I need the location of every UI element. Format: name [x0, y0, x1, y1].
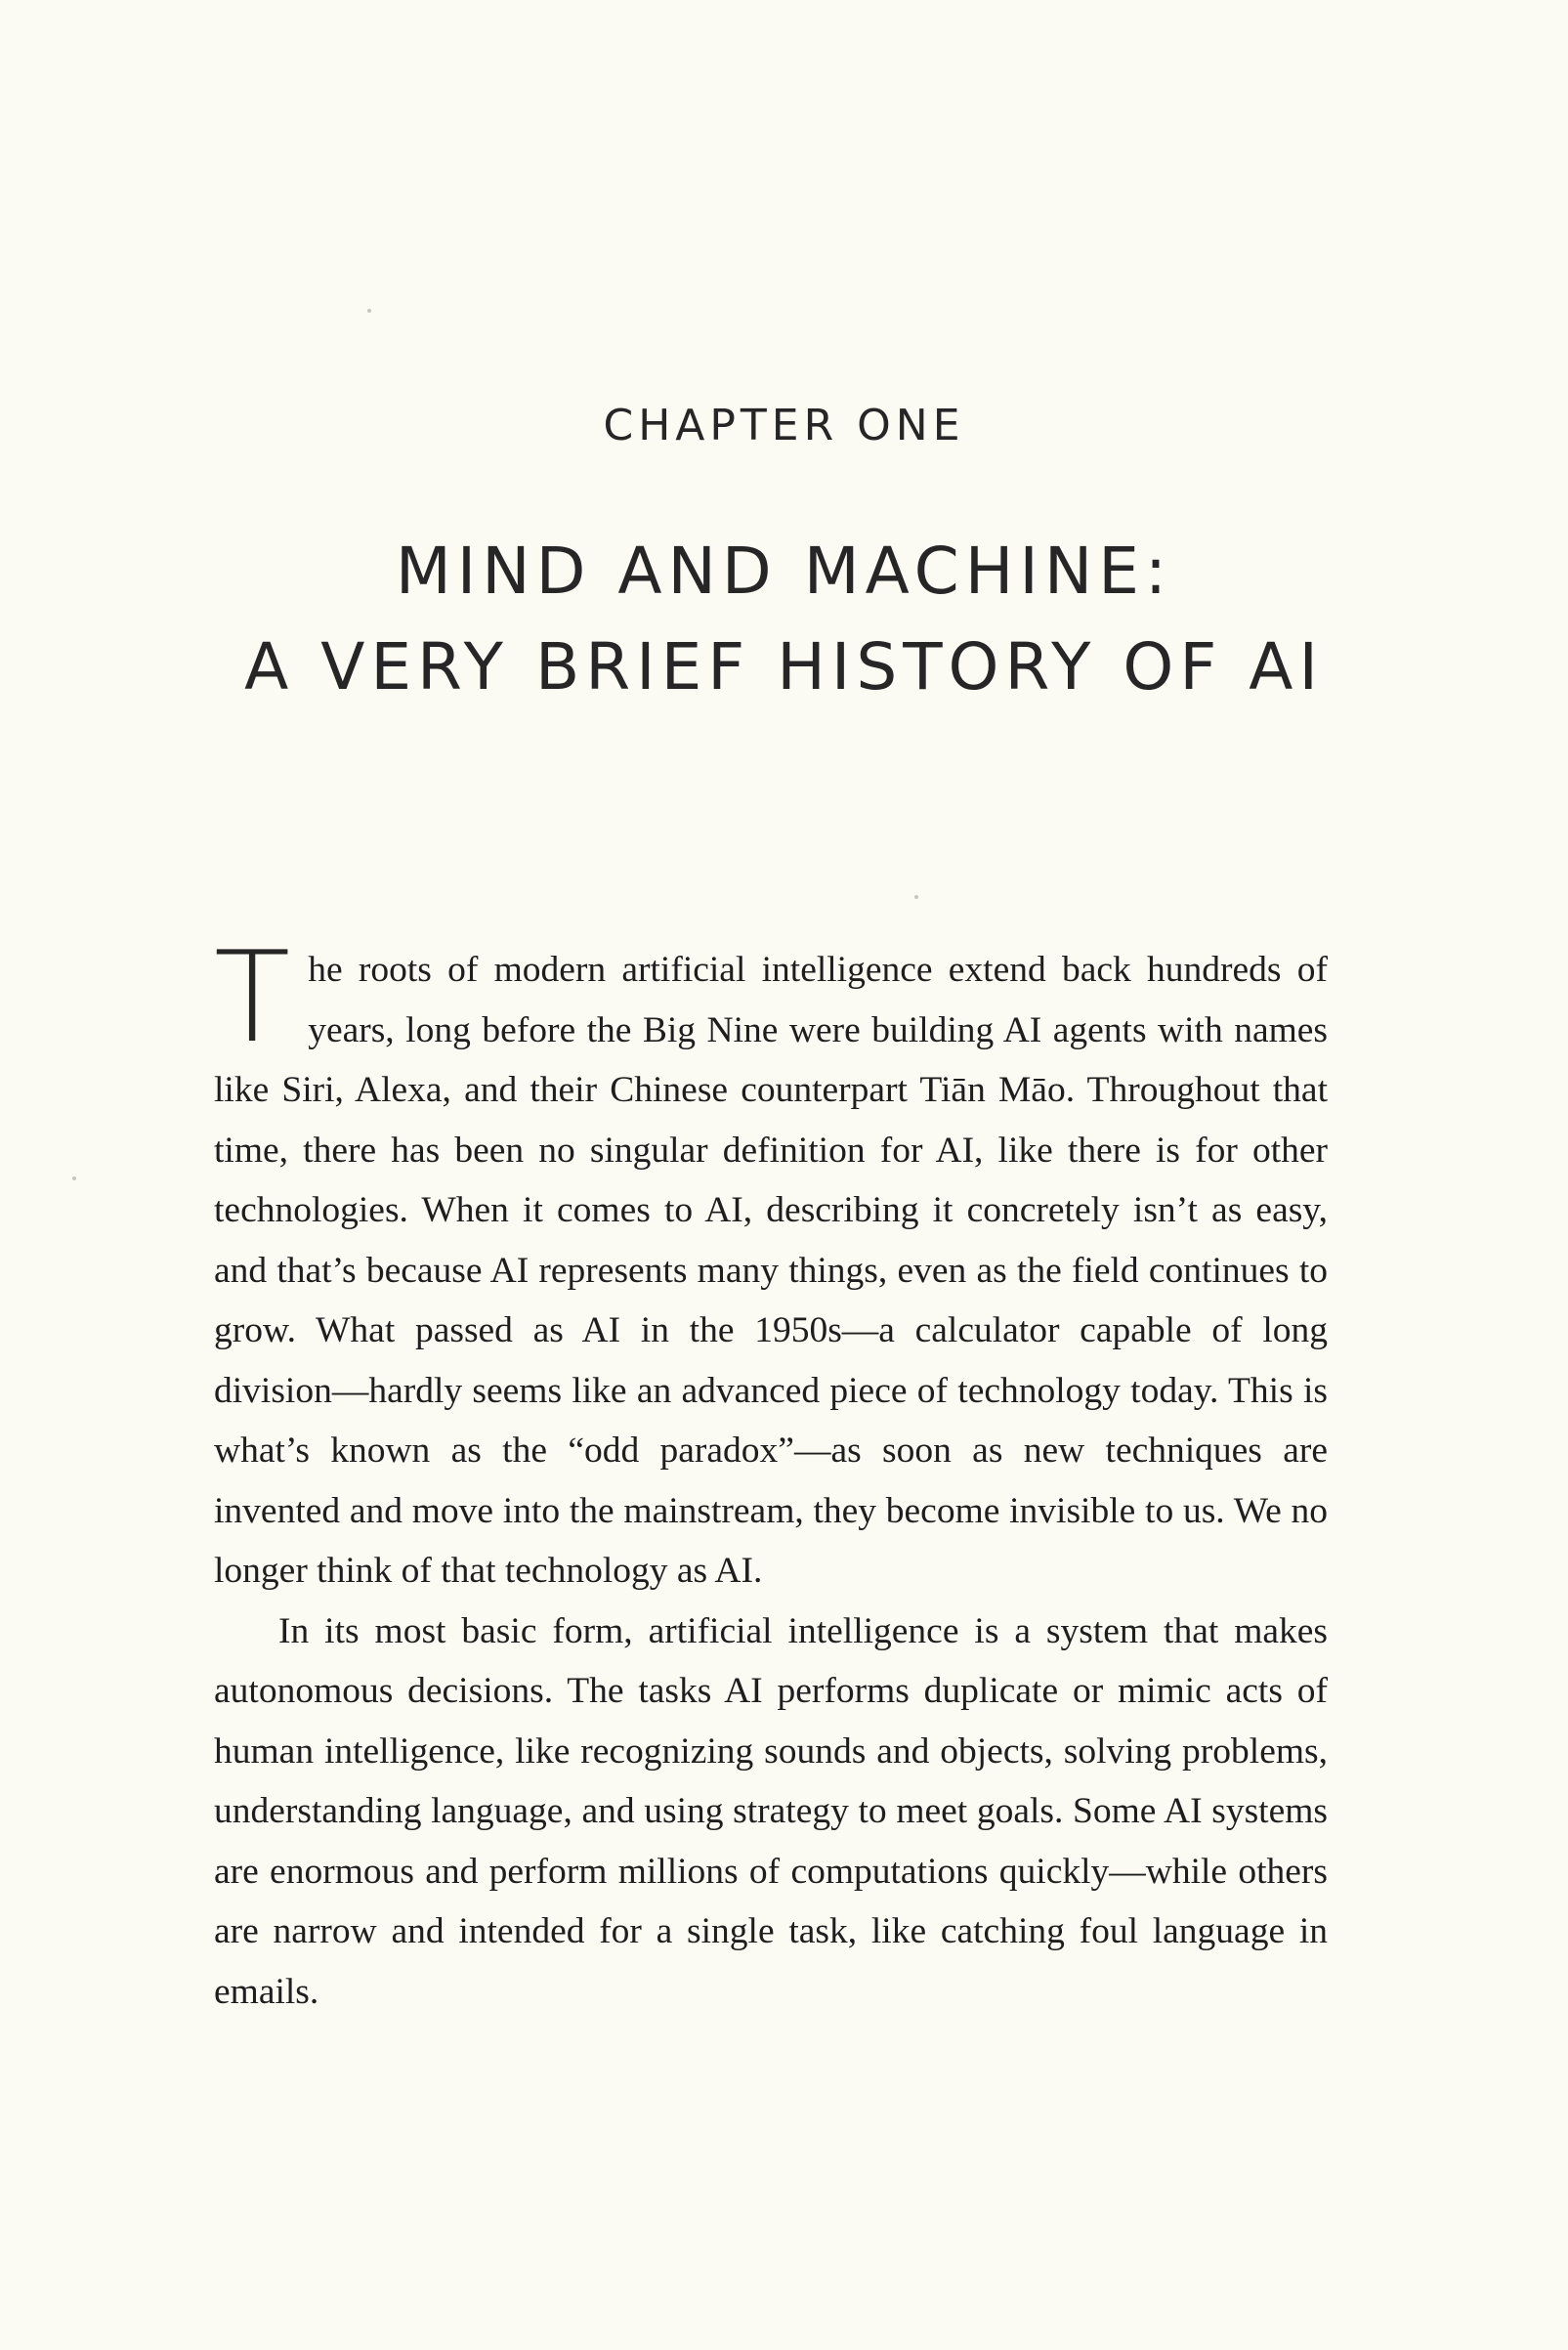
paragraph-1-text: he roots of modern artificial intelligence extend back hundreds of years, long before the Big Nine were building AI agents with names like Siri, Alexa, and their Chinese counterpart Tiān Māo. Throughout that time, there has been no singular definition for AI, like there is for other technologies. When it comes to AI, describing it concretely isn’t as easy, and that’s because AI represents many things, even as the field continues to grow. What passed as AI in the 1950s—a calculator capable of long division—hardly seems like an advanced piece of technology today. This is what’s known as the “odd paradox”—as soon as new techniques are invented and move into the mainstream, they become invisible to us. We no longer think of that technology as AI.: [214, 950, 1328, 1591]
chapter-title-line-2: A VERY BRIEF HISTORY OF AI: [244, 629, 1324, 705]
chapter-label: CHAPTER ONE: [603, 401, 965, 450]
paragraph-1: [214, 925, 1328, 1602]
paper-speck: [72, 1176, 76, 1180]
paragraph-2: In its most basic form, artificial intelligence is a system that makes autonomous decisions. The tasks AI performs duplicate or mimic acts of human intelligence, like recognizing sounds and objects, solving problems, understanding language, and using strategy to meet goals. Some AI systems are enormous and perform millions of computations quickly—while others are narrow and intended for a single task, like catching foul language in emails.: [214, 1610, 1328, 2012]
paper-speck: [914, 895, 918, 899]
chapter-body: [214, 925, 1328, 2022]
chapter-title-line-1: MIND AND MACHINE:: [395, 534, 1173, 609]
drop-cap: T: [214, 925, 291, 1071]
paper-speck: [367, 309, 371, 313]
chapter-title: [0, 524, 1568, 715]
